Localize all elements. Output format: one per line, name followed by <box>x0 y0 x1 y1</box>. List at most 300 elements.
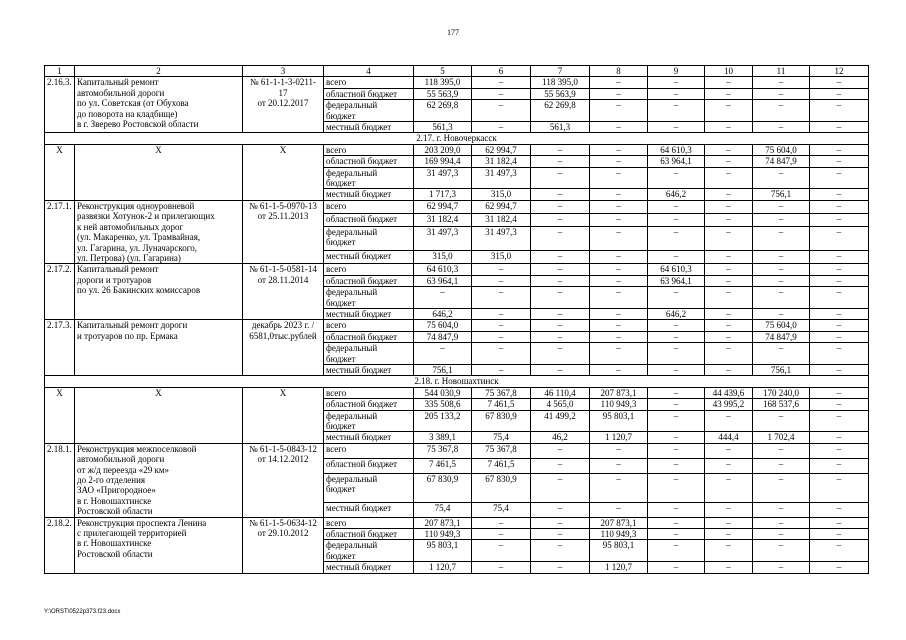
value-cell: – <box>472 287 531 309</box>
value-cell: – <box>753 122 810 133</box>
value-cell: – <box>648 100 705 122</box>
funding-source-line: федеральный <box>326 540 378 551</box>
item-document <box>243 144 324 200</box>
value-cell: – <box>590 264 648 275</box>
value-cell: 169 994,4 <box>414 156 472 167</box>
value-cell: – <box>590 308 648 319</box>
value-cell: – <box>590 144 648 155</box>
value-cell: – <box>590 287 648 309</box>
value-cell: – <box>648 88 705 99</box>
value-cell: – <box>531 167 590 189</box>
value-cell: – <box>705 264 753 275</box>
funding-source-line: федеральный <box>326 473 378 484</box>
item-name-line: Капитальный ремонт <box>77 77 159 88</box>
item-code: 2.17.3. <box>45 320 75 376</box>
funding-source-line: бюджет <box>326 484 356 495</box>
funding-source-line: областной бюджет <box>326 331 398 342</box>
funding-source <box>324 226 414 251</box>
value-cell: 335 508,6 <box>414 399 472 410</box>
col-header: 12 <box>810 66 869 77</box>
value-cell: – <box>472 320 531 331</box>
value-cell: 205 133,2 <box>414 410 472 432</box>
value-cell: – <box>472 343 531 365</box>
value-cell: – <box>810 320 869 331</box>
value-cell: – <box>648 77 705 88</box>
value-cell: – <box>705 502 753 517</box>
value-cell: 110 949,3 <box>590 399 648 410</box>
item-name-line: от ж/д переезда «29 км» <box>77 464 170 475</box>
funding-source <box>324 77 414 88</box>
funding-source-line: федеральный <box>326 226 378 237</box>
value-cell: – <box>531 502 590 517</box>
item-name-line: в г. Новошахтинске <box>77 495 152 506</box>
funding-source <box>324 122 414 133</box>
value-cell: – <box>648 364 705 375</box>
value-cell: – <box>705 156 753 167</box>
value-cell: 315,0 <box>414 251 472 264</box>
value-cell: 7 461,5 <box>472 458 531 473</box>
value-cell: – <box>531 213 590 226</box>
funding-source <box>324 100 414 122</box>
funding-source <box>324 387 414 398</box>
value-cell: 4 565,0 <box>531 399 590 410</box>
value-cell: 315,0 <box>472 251 531 264</box>
value-cell: – <box>753 562 810 573</box>
value-cell: – <box>590 122 648 133</box>
value-cell: 118 395,0 <box>414 77 472 88</box>
value-cell: 75 367,8 <box>472 443 531 458</box>
value-cell: – <box>531 275 590 286</box>
value-cell: – <box>531 343 590 365</box>
item-code: 2.17.1. <box>45 200 75 263</box>
item-document-line: от 14.12.2012 <box>257 454 309 465</box>
value-cell: – <box>648 443 705 458</box>
item-name-line: (ул. Макаренко, ул. Трамвайная, <box>77 232 201 243</box>
value-cell: – <box>590 275 648 286</box>
item-name-line: Реконструкция проспекта Ленина <box>77 517 207 528</box>
value-cell: – <box>810 343 869 365</box>
value-cell: – <box>810 275 869 286</box>
value-cell: – <box>705 458 753 473</box>
value-cell: – <box>648 287 705 309</box>
funding-source <box>324 213 414 226</box>
value-cell: – <box>648 562 705 573</box>
col-header: 9 <box>648 66 705 77</box>
value-cell: 7 461,5 <box>472 399 531 410</box>
value-cell: 203 209,0 <box>414 144 472 155</box>
funding-source-line: местный бюджет <box>326 364 392 375</box>
value-cell: 1 702,4 <box>753 432 810 443</box>
value-cell: – <box>753 88 810 99</box>
value-cell: – <box>590 77 648 88</box>
table-row <box>45 200 869 213</box>
table-row <box>45 264 869 275</box>
section-title: 2.18. г. Новошахтинск <box>45 376 869 387</box>
table-row <box>45 144 869 155</box>
value-cell: – <box>810 144 869 155</box>
col-header: 1 <box>45 66 75 77</box>
col-header: 5 <box>414 66 472 77</box>
funding-source-line: всего <box>326 387 347 398</box>
value-cell: 63 964,1 <box>648 275 705 286</box>
value-cell: 67 830,9 <box>414 473 472 502</box>
value-cell: – <box>648 122 705 133</box>
item-name <box>75 387 243 443</box>
value-cell: – <box>590 167 648 189</box>
funding-source-line: областной бюджет <box>326 399 398 410</box>
value-cell: 75 367,8 <box>414 443 472 458</box>
value-cell: 756,1 <box>414 364 472 375</box>
item-document <box>243 320 324 376</box>
funding-source <box>324 364 414 375</box>
col-header: 2 <box>75 66 243 77</box>
value-cell: – <box>810 77 869 88</box>
value-cell: 315,0 <box>472 189 531 200</box>
table-body <box>45 66 869 574</box>
value-cell: – <box>472 331 531 342</box>
funding-source-line: бюджет <box>326 421 356 431</box>
funding-source-line: местный бюджет <box>326 189 392 200</box>
item-name-line: Х <box>155 387 162 398</box>
value-cell: – <box>590 213 648 226</box>
value-cell: – <box>810 287 869 309</box>
funding-source <box>324 343 414 365</box>
value-cell: – <box>705 77 753 88</box>
value-cell: – <box>753 343 810 365</box>
value-cell: 67 830,9 <box>472 473 531 502</box>
value-cell: – <box>590 200 648 213</box>
funding-source-line: федеральный <box>326 410 378 421</box>
value-cell: 55 563,9 <box>414 88 472 99</box>
value-cell: – <box>810 200 869 213</box>
value-cell: – <box>648 502 705 517</box>
value-cell: – <box>810 399 869 410</box>
value-cell: 1 120,7 <box>590 562 648 573</box>
value-cell: – <box>705 443 753 458</box>
value-cell: – <box>648 320 705 331</box>
col-header: 6 <box>472 66 531 77</box>
item-name-line: автомобильной дороги <box>77 454 165 465</box>
value-cell: – <box>810 88 869 99</box>
value-cell: – <box>705 189 753 200</box>
value-cell: – <box>705 364 753 375</box>
value-cell: – <box>648 540 705 562</box>
value-cell: – <box>648 213 705 226</box>
value-cell: – <box>531 458 590 473</box>
value-cell: – <box>648 517 705 528</box>
item-document-line: 6581,0тыс.рублей <box>249 330 317 341</box>
value-cell: – <box>810 226 869 251</box>
value-cell: – <box>705 226 753 251</box>
item-name <box>75 264 243 320</box>
value-cell: – <box>810 122 869 133</box>
item-document-line: от 29.10.2012 <box>257 528 309 539</box>
value-cell: 75,4 <box>472 432 531 443</box>
value-cell: – <box>810 517 869 528</box>
value-cell: – <box>648 410 705 432</box>
value-cell: – <box>590 458 648 473</box>
value-cell: 95 803,1 <box>590 540 648 562</box>
value-cell: – <box>705 343 753 365</box>
value-cell: – <box>753 275 810 286</box>
value-cell: – <box>590 343 648 365</box>
item-code: 2.16.3. <box>45 77 75 133</box>
value-cell: – <box>753 308 810 319</box>
value-cell: 75 604,0 <box>753 320 810 331</box>
item-code: 2.17.2. <box>45 264 75 320</box>
value-cell: – <box>810 562 869 573</box>
value-cell: – <box>531 308 590 319</box>
value-cell: 3 389,1 <box>414 432 472 443</box>
value-cell: – <box>705 200 753 213</box>
value-cell: 646,2 <box>414 308 472 319</box>
value-cell: – <box>705 529 753 540</box>
value-cell: – <box>531 529 590 540</box>
funding-source-line: местный бюджет <box>326 251 392 262</box>
value-cell: – <box>753 264 810 275</box>
page-number: 177 <box>447 28 459 37</box>
value-cell: 1 120,7 <box>414 562 472 573</box>
value-cell: – <box>705 287 753 309</box>
item-document-line: от 28.11.2014 <box>257 274 309 285</box>
value-cell: – <box>810 410 869 432</box>
value-cell: 756,1 <box>753 189 810 200</box>
value-cell: 1 717,3 <box>414 189 472 200</box>
item-name-line: к ней автомобильных дорог <box>77 221 184 232</box>
section-row <box>45 376 869 387</box>
item-name-line: в г. Новошахтинске <box>77 538 152 549</box>
value-cell: 118 395,0 <box>531 77 590 88</box>
value-cell: – <box>705 213 753 226</box>
item-name <box>75 443 243 517</box>
value-cell: – <box>753 473 810 502</box>
value-cell: – <box>810 156 869 167</box>
funding-source <box>324 410 414 432</box>
item-name-line: Ростовской области <box>77 548 153 559</box>
value-cell: 95 803,1 <box>590 410 648 432</box>
funding-source-line: областной бюджет <box>326 156 398 167</box>
value-cell: – <box>753 443 810 458</box>
value-cell: – <box>590 364 648 375</box>
value-cell: – <box>648 226 705 251</box>
value-cell: – <box>531 200 590 213</box>
item-name <box>75 320 243 376</box>
value-cell: – <box>648 458 705 473</box>
funding-source-line: бюджет <box>326 550 356 561</box>
item-document <box>243 200 324 263</box>
funding-source <box>324 458 414 473</box>
funding-source-line: бюджет <box>326 353 356 364</box>
value-cell: – <box>590 189 648 200</box>
item-name-line: Реконструкция одноуровневой <box>77 200 195 211</box>
value-cell: – <box>810 387 869 398</box>
value-cell: 31 182,4 <box>472 213 531 226</box>
value-cell: 74 847,9 <box>753 156 810 167</box>
value-cell: – <box>753 458 810 473</box>
value-cell: – <box>753 540 810 562</box>
funding-source-line: бюджет <box>326 237 356 248</box>
value-cell: 207 873,1 <box>590 387 648 398</box>
value-cell: – <box>531 189 590 200</box>
value-cell: – <box>753 226 810 251</box>
value-cell: – <box>472 275 531 286</box>
value-cell: – <box>810 213 869 226</box>
value-cell: 1 120,7 <box>590 432 648 443</box>
value-cell: – <box>648 473 705 502</box>
item-document-line: Х <box>279 144 287 155</box>
value-cell: – <box>531 331 590 342</box>
item-document <box>243 517 324 573</box>
value-cell: 168 537,6 <box>753 399 810 410</box>
value-cell: 7 461,5 <box>414 458 472 473</box>
item-document <box>243 77 324 133</box>
funding-source <box>324 167 414 189</box>
section-row <box>45 133 869 144</box>
value-cell: – <box>810 364 869 375</box>
value-cell: – <box>810 251 869 264</box>
item-document-line: № 61-1-5-0581-14 <box>249 264 317 275</box>
funding-source <box>324 144 414 155</box>
funding-source-line: местный бюджет <box>326 432 392 443</box>
value-cell: 62 994,7 <box>414 200 472 213</box>
item-document <box>243 264 324 320</box>
value-cell: 31 497,3 <box>414 226 472 251</box>
value-cell: 646,2 <box>648 189 705 200</box>
value-cell: – <box>810 473 869 502</box>
value-cell: 62 994,7 <box>472 144 531 155</box>
funding-source-line: всего <box>326 320 347 331</box>
value-cell: 62 994,7 <box>472 200 531 213</box>
value-cell: – <box>472 517 531 528</box>
value-cell: – <box>531 156 590 167</box>
item-name-line: до 2-го отделения <box>77 475 146 486</box>
item-document-line: Х <box>279 387 287 398</box>
value-cell: – <box>648 251 705 264</box>
table-row <box>45 387 869 398</box>
value-cell: 31 497,3 <box>472 226 531 251</box>
value-cell: – <box>810 308 869 319</box>
table-row <box>45 443 869 458</box>
value-cell: – <box>590 443 648 458</box>
value-cell: – <box>810 443 869 458</box>
item-name-line: развязки Хотунок-2 и прилегающих <box>77 211 215 222</box>
item-name-line: Капитальный ремонт дороги <box>77 320 188 331</box>
funding-source-line: областной бюджет <box>326 213 398 224</box>
funding-source-line: федеральный <box>326 287 378 298</box>
value-cell: 31 182,4 <box>472 156 531 167</box>
value-cell: – <box>810 331 869 342</box>
value-cell: 62 269,8 <box>531 100 590 122</box>
funding-source-line: бюджет <box>326 178 356 189</box>
value-cell: – <box>810 264 869 275</box>
item-document-line: декабрь 2023 г. / <box>251 320 315 331</box>
value-cell: – <box>753 287 810 309</box>
item-name-line: по ул. 26 Бакинских комиссаров <box>77 285 201 296</box>
funding-source-line: местный бюджет <box>326 308 392 319</box>
funding-source-line: всего <box>326 264 347 275</box>
value-cell: – <box>590 473 648 502</box>
funding-source <box>324 540 414 562</box>
value-cell: 646,2 <box>648 308 705 319</box>
value-cell: 110 949,3 <box>414 529 472 540</box>
value-cell: – <box>531 320 590 331</box>
value-cell: – <box>810 540 869 562</box>
value-cell: – <box>648 343 705 365</box>
funding-source-line: областной бюджет <box>326 458 398 469</box>
value-cell: – <box>810 502 869 517</box>
value-cell: – <box>590 251 648 264</box>
value-cell: 41 499,2 <box>531 410 590 432</box>
item-code: Х <box>45 144 75 200</box>
value-cell: – <box>705 144 753 155</box>
value-cell: 63 964,1 <box>648 156 705 167</box>
value-cell: – <box>531 251 590 264</box>
funding-source <box>324 264 414 275</box>
item-name-line: в г. Зверево Ростовской области <box>77 119 199 130</box>
funding-source <box>324 200 414 213</box>
funding-source <box>324 502 414 517</box>
item-name-line: Х <box>155 144 162 155</box>
funding-source-line: областной бюджет <box>326 275 398 286</box>
funding-source <box>324 308 414 319</box>
value-cell: 561,3 <box>531 122 590 133</box>
item-name-line: и тротуаров по пр. Ермака <box>77 330 178 341</box>
table-row <box>45 320 869 331</box>
value-cell: – <box>472 100 531 122</box>
value-cell: – <box>705 122 753 133</box>
value-cell: – <box>531 364 590 375</box>
item-code: Х <box>45 387 75 443</box>
value-cell: – <box>753 251 810 264</box>
value-cell: – <box>531 473 590 502</box>
value-cell: – <box>810 432 869 443</box>
value-cell: – <box>648 200 705 213</box>
value-cell: – <box>472 364 531 375</box>
value-cell: – <box>648 387 705 398</box>
funding-source <box>324 320 414 331</box>
section-title: 2.17. г. Новочеркасск <box>45 133 869 144</box>
value-cell: – <box>531 443 590 458</box>
value-cell: – <box>472 264 531 275</box>
value-cell: 46 110,4 <box>531 387 590 398</box>
value-cell: 31 497,3 <box>472 167 531 189</box>
item-name <box>75 144 243 200</box>
value-cell: – <box>531 540 590 562</box>
value-cell: – <box>753 213 810 226</box>
funding-source <box>324 473 414 502</box>
item-document-line: № 61-1-5-0843-12 <box>249 443 317 454</box>
funding-source <box>324 287 414 309</box>
value-cell: – <box>472 77 531 88</box>
funding-source <box>324 88 414 99</box>
value-cell: 46,2 <box>531 432 590 443</box>
value-cell: – <box>705 251 753 264</box>
table-row <box>45 77 869 88</box>
value-cell: – <box>590 88 648 99</box>
value-cell: 544 030,9 <box>414 387 472 398</box>
value-cell: – <box>531 264 590 275</box>
item-code: 2.18.2. <box>45 517 75 573</box>
value-cell: – <box>810 167 869 189</box>
value-cell: – <box>705 275 753 286</box>
funding-source <box>324 432 414 443</box>
funding-source-line: всего <box>326 200 347 211</box>
value-cell: – <box>590 320 648 331</box>
value-cell: – <box>648 331 705 342</box>
value-cell: 74 847,9 <box>753 331 810 342</box>
col-header: 4 <box>324 66 414 77</box>
value-cell: 75 367,8 <box>472 387 531 398</box>
